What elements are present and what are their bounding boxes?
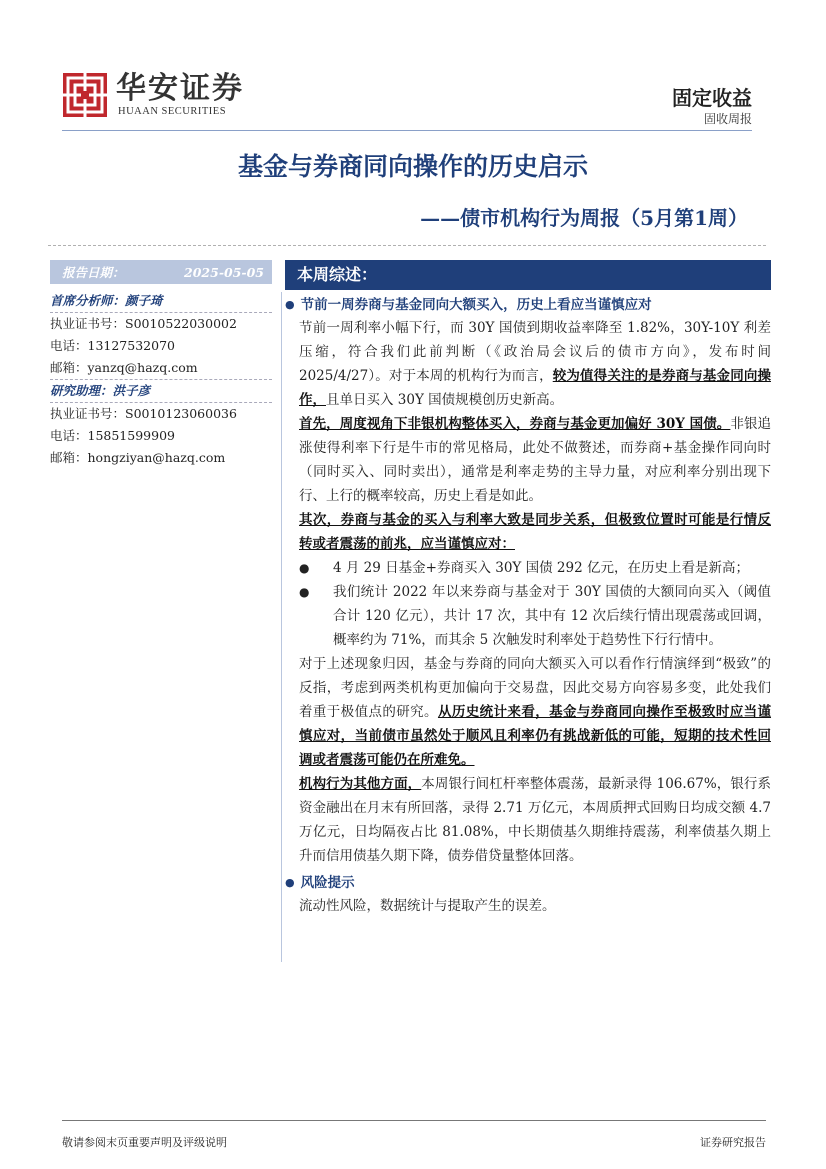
emphasis-text: 首先，周度视角下非银机构整体买入，券商与基金更加偏好 30Y 国债。 [299,416,731,432]
emphasis-text: 其次，券商与基金的买入与利率大致是同步关系，但极致位置时可能是行情反转或者震荡的前兆，应当谨慎应对： [299,512,771,552]
company-logo [62,72,262,122]
chief-cert-number: 执业证书号：S0010522030002 [50,316,237,331]
chief-analyst-name: 首席分析师：颜子琦 [50,290,272,313]
report-title: 基金与券商同向操作的历史启示 [237,152,588,181]
assistant-cert-number: 执业证书号：S0010123060036 [50,406,237,421]
list-item [299,580,771,652]
assistant-email: 邮箱：hongziyan@hazq.com [50,450,226,465]
list-item [299,556,771,580]
header-divider [62,130,752,131]
report-date-bar [50,260,272,284]
bullet-dot-icon: ● [299,585,310,599]
assistant-phone: 电话：15851599909 [50,428,175,443]
paragraph-text: 对于上述现象归因，基金与券商的同向大额买入可以看作行情演绎到“极致”的反指，考虑到两类机构更加偏向于交易盘，因此交易方向容易多变，此处我们着重于极值点的研究。 [299,656,771,720]
emphasis-text: 较为值得关注的是券商与基金同向操作， [299,368,771,408]
logo-chinese-name: 华安证券 [116,71,244,106]
paragraph-5 [299,772,771,868]
assistant-name: 研究助理：洪子彦 [50,380,272,403]
emphasis-text: 机构行为其他方面， [299,776,422,792]
report-date-label: 报告日期： [62,265,125,280]
title-divider [48,245,766,246]
risk-heading [285,872,771,894]
report-category: 固定收益 [672,86,752,110]
risk-heading-text: 风险提示 [300,875,355,891]
paragraph-4 [299,652,771,772]
report-date-value: 2025-05-05 [184,264,264,280]
paragraph-text: 本周银行间杠杆率整体震荡，最新录得 106.67%，银行系资金融出在月末有所回落，录得 2.71 万亿元，本周质押式回购日均成交额 4.7 万亿元，日均隔夜占比 81.08%，中长期债基久期维持震荡，利率债基久期上升而信用债基久期下降，债券借贷量整体回落。 [299,776,772,864]
chief-email: 邮箱：yanzq@hazq.com [50,357,272,380]
weekly-summary [285,260,771,918]
report-subtitle: ——债市机构行为周报（5月第1周） [420,206,748,230]
chief-phone: 电话：13127532070 [50,338,175,353]
paragraph-1 [299,316,771,412]
report-subcategory: 固收周报 [703,112,752,126]
paragraph-text: 且单日买入 30Y 国债规模创历史新高。 [326,392,564,408]
huaan-seal-icon [62,72,108,118]
bullet-dot-icon: ● [285,876,295,889]
analyst-sidebar [50,260,272,469]
logo-english-name: HUAAN SECURITIES [118,106,227,117]
section-title: 本周综述： [285,260,771,290]
list-item-text: 我们统计 2022 年以来券商与基金对于 30Y 国债的大额同向买入（阈值合计 120 亿元），共计 17 次，其中有 12 次后续行情出现震荡或回调，概率约为 71%，而其余 5 次触发时利率处于趋势性下行行情中。 [333,584,771,648]
bullet-heading-text: 节前一周券商与基金同向大额买入，历史上看应当谨慎应对 [300,297,652,313]
paragraph-3 [299,508,771,556]
paragraph-text: 非银追涨使得利率下行是牛市的常见格局，此处不做赘述，而券商+基金操作同向时（同时买入、同时卖出），通常是利率走势的主导力量，对应利率分别出现下行、上行的概率较高，历史上看是如此。 [299,416,772,504]
paragraph-text: 节前一周利率小幅下行，而 30Y 国债到期收益率降至 1.82%，30Y-10Y 利差压缩，符合我们此前判断（《政治局会议后的债市方向》，发布时间 2025/4/27）。对于本周的机构行为而言， [299,320,771,384]
risk-text: 流动性风险，数据统计与提取产生的误差。 [299,898,556,914]
bullet-dot-icon: ● [285,298,295,311]
column-divider [281,292,282,962]
bullet-heading [285,294,771,316]
footer-disclaimer: 敬请参阅末页重要声明及评级说明 [62,1136,227,1149]
paragraph-2 [299,412,771,508]
bullet-dot-icon: ● [299,561,310,575]
footer-report-type: 证券研究报告 [700,1136,766,1149]
emphasis-text: 从历史统计来看，基金与券商同向操作至极致时应当谨慎应对，当前债市虽然处于顺风且利率仍有挑战新低的可能，短期的技术性回调或者震荡可能仍在所难免。 [299,704,772,768]
footer-divider [62,1120,766,1121]
list-item-text: 4 月 29 日基金+券商买入 30Y 国债 292 亿元，在历史上看是新高； [333,560,749,576]
